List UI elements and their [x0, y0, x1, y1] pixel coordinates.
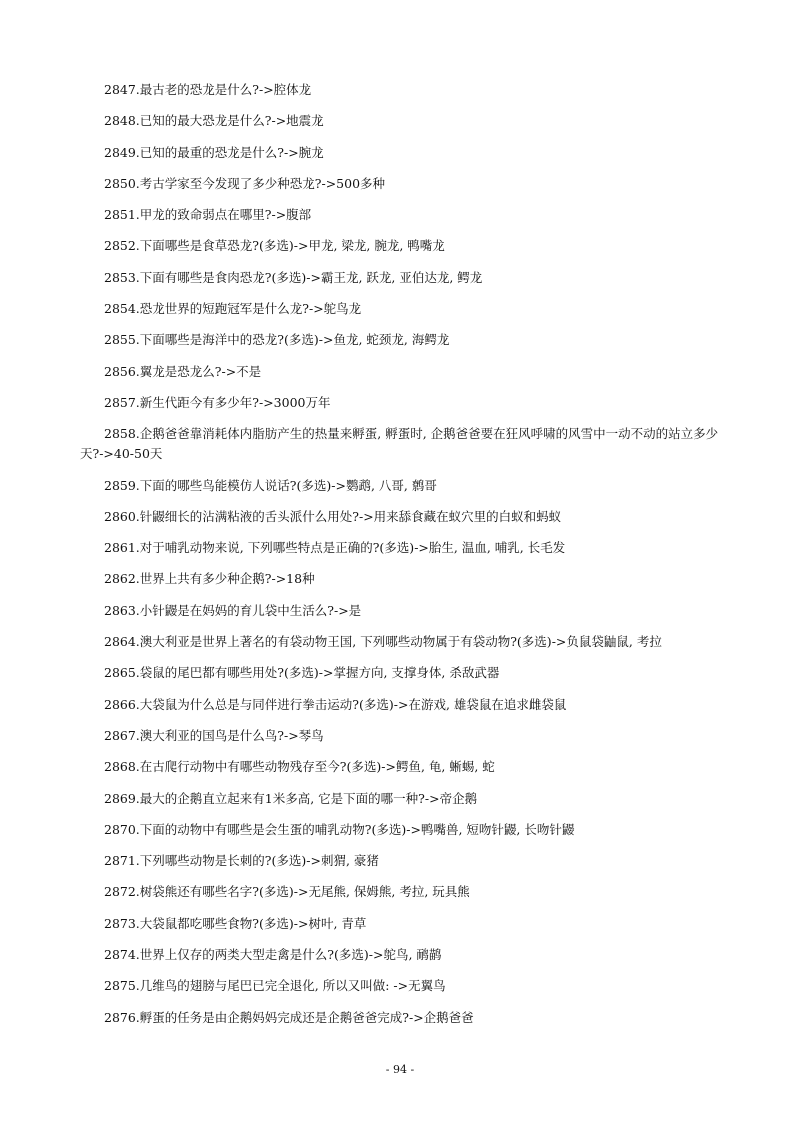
question-item: 2852.下面哪些是食草恐龙?(多选)->甲龙, 梁龙, 腕龙, 鸭嘴龙 [104, 238, 445, 254]
question-item: 2857.新生代距今有多少年?->3000万年 [104, 394, 331, 410]
question-item: 2871.下列哪些动物是长刺的?(多选)->刺猬, 豪猪 [104, 853, 379, 869]
question-item: 2850.考古学家至今发现了多少种恐龙?->500多种 [104, 175, 386, 191]
question-list [80, 80, 720, 1039]
question-item: 2861.对于哺乳动物来说, 下列哪些特点是正确的?(多选)->胎生, 温血, 哺乳, 长毛发 [104, 540, 566, 556]
question-item: 2862.世界上共有多少种企鹅?->18种 [104, 571, 315, 587]
question-item: 2863.小针鼹是在妈妈的育儿袋中生活么?->是 [104, 602, 362, 618]
question-item: 2869.最大的企鹅直立起来有1米多高, 它是下面的哪一种?->帝企鹅 [104, 790, 478, 806]
question-item: 2854.恐龙世界的短跑冠军是什么龙?->鸵鸟龙 [104, 301, 362, 317]
question-item: 2851.甲龙的致命弱点在哪里?->腹部 [104, 207, 312, 223]
question-item: 2865.袋鼠的尾巴都有哪些用处?(多选)->掌握方向, 支撑身体, 杀敌武器 [104, 665, 500, 681]
question-item: 2872.树袋熊还有哪些名字?(多选)->无尾熊, 保姆熊, 考拉, 玩具熊 [104, 884, 470, 900]
page-number: - 94 - [385, 1063, 415, 1076]
question-item: 2866.大袋鼠为什么总是与同伴进行拳击运动?(多选)->在游戏, 雄袋鼠在追求雌袋鼠 [104, 696, 567, 712]
question-item: 2867.澳大利亚的国鸟是什么鸟?->琴鸟 [104, 727, 324, 743]
question-item: 2853.下面有哪些是食肉恐龙?(多选)->霸王龙, 跃龙, 亚伯达龙, 鳄龙 [104, 269, 483, 285]
question-item: 2874.世界上仅存的两类大型走禽是什么?(多选)->鸵鸟, 鸸鹋 [104, 947, 442, 963]
question-item: 2849.已知的最重的恐龙是什么?->腕龙 [104, 144, 324, 160]
question-item: 2858.企鹅爸爸靠消耗体内脂肪产生的热量来孵蛋, 孵蛋时, 企鹅爸爸要在狂风呼啸的风雪中一动不动的站立多少天?->40-50天 [80, 426, 719, 462]
question-item: 2873.大袋鼠都吃哪些食物?(多选)->树叶, 青草 [104, 915, 367, 931]
question-item: 2864.澳大利亚是世界上著名的有袋动物王国, 下列哪些动物属于有袋动物?(多选)->负鼠袋鼬鼠, 考拉 [104, 634, 662, 650]
question-item: 2859.下面的哪些鸟能模仿人说话?(多选)->鹦鹉, 八哥, 鹩哥 [104, 477, 437, 493]
question-item: 2876.孵蛋的任务是由企鹅妈妈完成还是企鹅爸爸完成?->企鹅爸爸 [104, 1009, 474, 1025]
question-item: 2870.下面的动物中有哪些是会生蛋的哺乳动物?(多选)->鸭嘴兽, 短吻针鼹, 长吻针鼹 [104, 821, 575, 837]
question-item: 2855.下面哪些是海洋中的恐龙?(多选)->鱼龙, 蛇颈龙, 海鳄龙 [104, 332, 450, 348]
question-item: 2847.最古老的恐龙是什么?->腔体龙 [104, 82, 312, 97]
question-item: 2856.翼龙是恐龙么?->不是 [104, 363, 262, 379]
question-item: 2848.已知的最大恐龙是什么?->地震龙 [104, 113, 324, 129]
question-item: 2860.针鼹细长的沾满粘液的舌头派什么用处?->用来舔食藏在蚁穴里的白蚁和蚂蚁 [104, 508, 562, 524]
question-item: 2868.在古爬行动物中有哪些动物残存至今?(多选)->鳄鱼, 龟, 蜥蜴, 蛇 [104, 759, 495, 775]
question-item: 2875.几维鸟的翅膀与尾巴已完全退化, 所以又叫做: ->无翼鸟 [104, 978, 446, 994]
